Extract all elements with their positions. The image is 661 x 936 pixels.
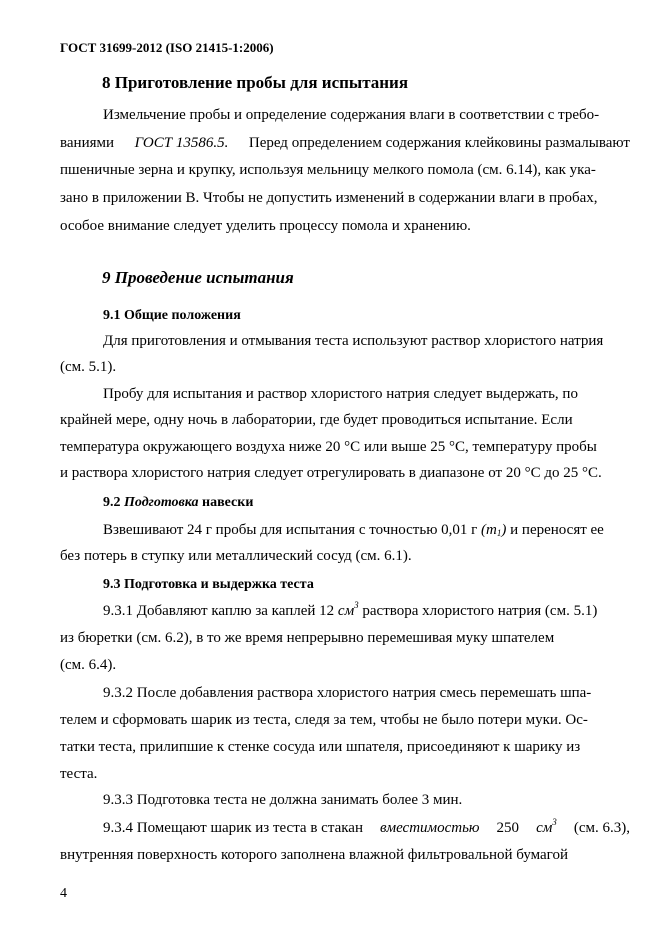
s934-line-2: внутренняя поверхность которого заполнена влажной фильтровальной бумагой	[60, 847, 568, 863]
s931-line-2: из бюретки (см. 6.2), в то же время непрерывно перемешивая муку шпателем	[60, 630, 555, 646]
section-8-line-2: ваниями ГОСТ 13586.5. Перед определением содержания клейковины размалывают	[60, 135, 630, 151]
section-8-line-4: зано в приложении В. Чтобы не допустить изменений в содержании влаги в пробах,	[60, 190, 598, 206]
s92-line-2: без потерь в ступку или металлический сосуд (см. 6.1).	[60, 548, 412, 564]
section-8-heading: 8 Приготовление пробы для испытания	[102, 73, 409, 92]
subsection-9-1-heading: 9.1 Общие положения	[103, 308, 241, 323]
s92-line-1: Взвешивают 24 г пробы для испытания с точностью 0,01 г $(m_1)$ и переносят ее	[103, 522, 604, 538]
s932-line-2: телем и сформовать шарик из теста, следя за тем, чтобы не было потери муки. Ос-	[60, 712, 588, 728]
s931-line-3: (см. 6.4).	[60, 657, 117, 673]
s933-line: 9.3.3 Подготовка теста не должна занимать более 3 мин.	[103, 792, 463, 808]
s932-line-1: 9.3.2 После добавления раствора хлористого натрия смесь перемешать шпа-	[103, 685, 592, 701]
gost-reference: ГОСТ 13586.5.	[134, 135, 229, 151]
s91-line-2: (см. 5.1).	[60, 359, 117, 375]
section-8-line-1: Измельчение пробы и определение содержания влаги в соответствии с требо-	[103, 107, 600, 123]
s931-line-1: 9.3.1 Добавляют каплю за каплей 12 $см^3$ раствора хлористого натрия (см. 5.1)	[103, 600, 598, 619]
section-9-heading: 9 Проведение испытания	[102, 268, 294, 287]
section-8-line-5: особое внимание следует уделить процессу помола и хранению.	[60, 218, 471, 234]
document-header: ГОСТ 31699-2012 (ISO 21415-1:2006)	[60, 40, 274, 55]
section-8-line-3: пшеничные зерна и крупку, используя мельницу мелкого помола (см. 6.14), как ука-	[60, 162, 596, 178]
s91-line-3: Пробу для испытания и раствор хлористого натрия следует выдержать, по	[103, 386, 578, 402]
s91-line-6: и раствора хлористого натрия следует отрегулировать в диапазоне от 20 °С до 25 °С.	[60, 465, 602, 481]
s91-line-5: температура окружающего воздуха ниже 20 °С или выше 25 °С, температуру пробы	[60, 439, 597, 455]
s934-line-1: 9.3.4 Помещают шарик из теста в стакан вместимостью 250 $см^3$ (см. 6.3),	[103, 817, 630, 836]
subsection-9-2-heading: 9.2 Подготовка навески	[103, 495, 254, 510]
page-number: 4	[60, 886, 67, 901]
subsection-9-3-heading: 9.3 Подготовка и выдержка теста	[103, 577, 314, 592]
s932-line-4: теста.	[60, 766, 98, 782]
s932-line-3: татки теста, прилипшие к стенке сосуда или шпателя, присоединяют к шарику из	[60, 739, 581, 755]
s91-line-1: Для приготовления и отмывания теста используют раствор хлористого натрия	[103, 333, 604, 349]
s91-line-4: крайней мере, одну ночь в лаборатории, где будет проводиться испытание. Если	[60, 412, 573, 428]
